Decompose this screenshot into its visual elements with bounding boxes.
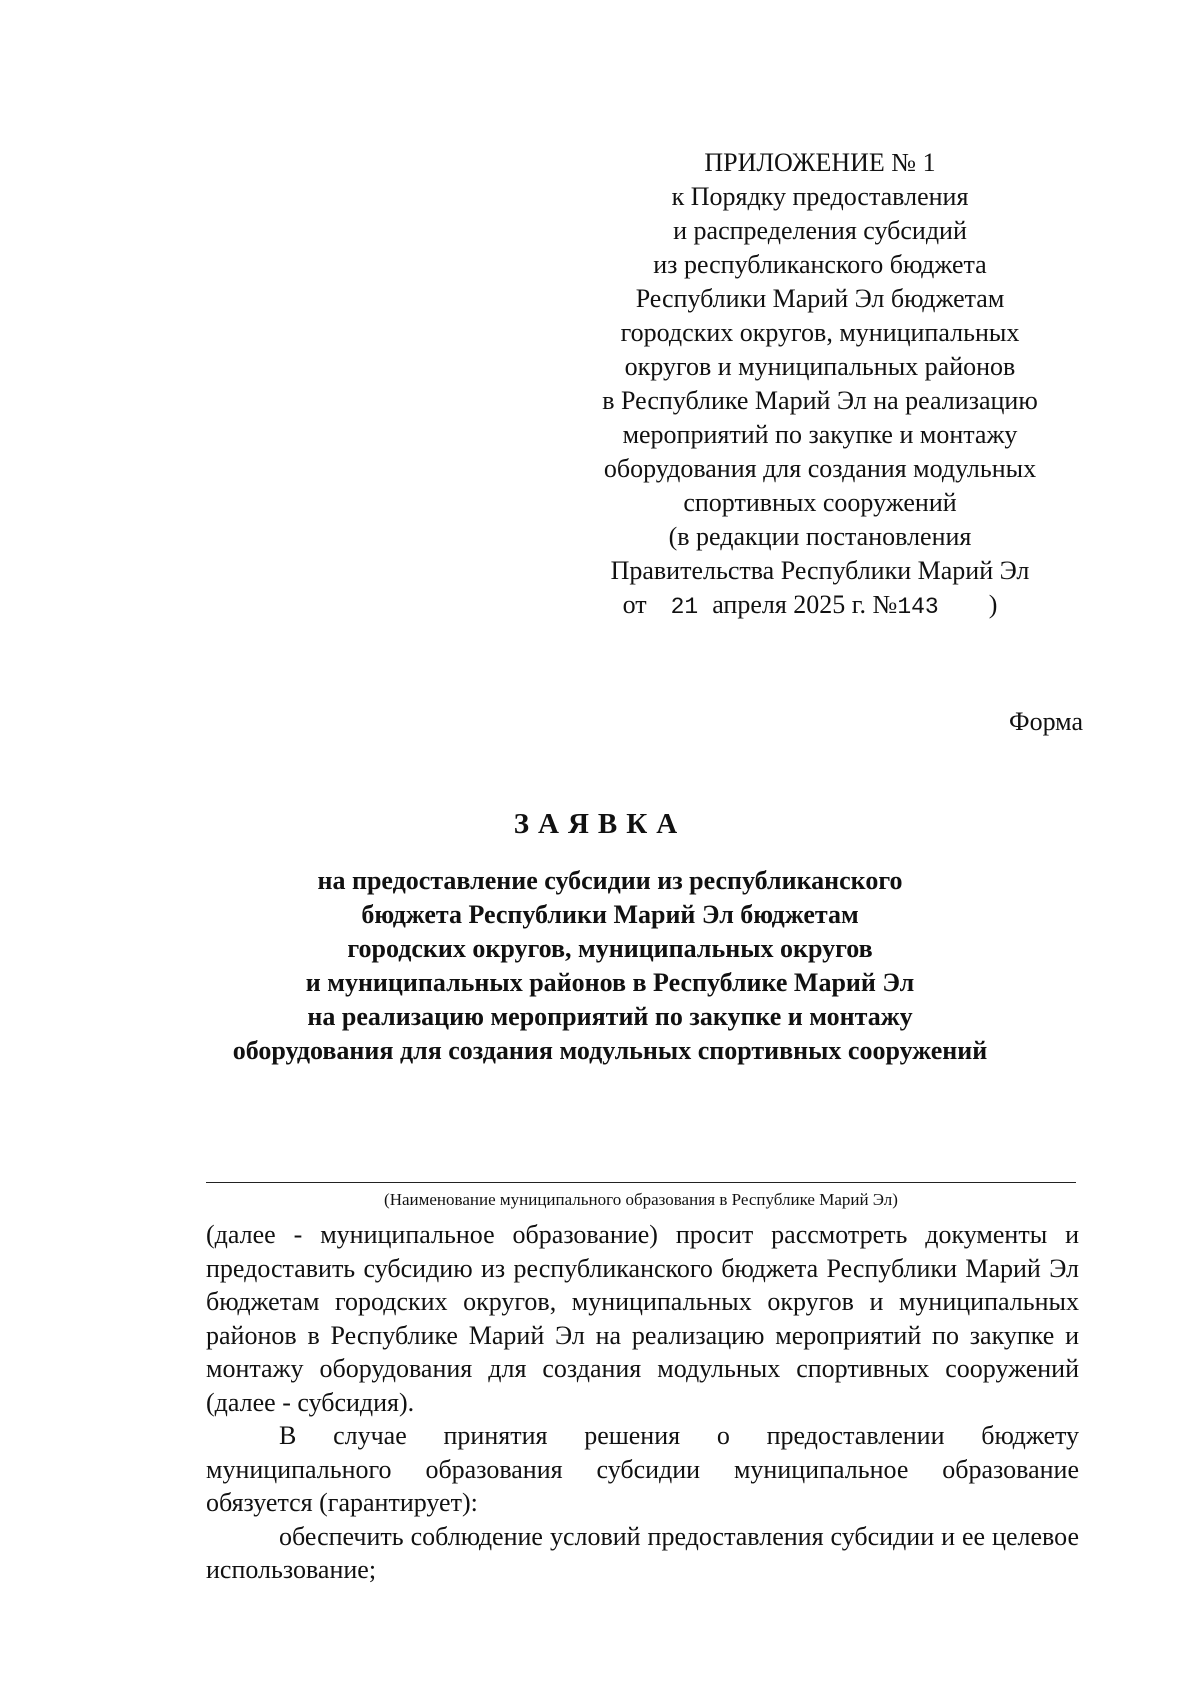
appendix-line: оборудования для создания модульных: [603, 454, 1037, 483]
appendix-line: (в редакции постановления: [668, 522, 972, 551]
document-title: ЗАЯВКА: [513, 808, 687, 840]
subtitle-line: городских округов, муниципальных округов: [347, 934, 873, 963]
body-text: [206, 1218, 1079, 1587]
appendix-line: городских округов, муниципальных: [620, 318, 1020, 347]
appendix-line: спортивных сооружений: [683, 488, 957, 517]
resolution-number: 143: [897, 594, 939, 620]
subtitle-line: на реализацию мероприятий по закупке и монтажу: [307, 1002, 913, 1031]
appendix-line: из республиканского бюджета: [653, 250, 987, 279]
date-day: 21: [670, 594, 699, 620]
subtitle-line: на предоставление субсидии из республиканского: [317, 866, 903, 895]
body-paragraph: В случае принятия решения о предоставлении бюджету муниципального образования субсидии муниципальное образование обязуется (гарантирует):: [206, 1421, 1079, 1517]
subtitle-line: бюджета Республики Марий Эл бюджетам: [361, 900, 859, 929]
date-close-paren: ): [988, 590, 998, 619]
subtitle-line: оборудования для создания модульных спортивных сооружений: [232, 1036, 988, 1065]
date-middle: апреля 2025 г. №: [712, 590, 898, 619]
appendix-line: округов и муниципальных районов: [624, 352, 1016, 381]
document-subtitle: [180, 864, 1040, 1068]
appendix-title: ПРИЛОЖЕНИЕ № 1: [704, 148, 936, 177]
appendix-line: к Порядку предоставления: [671, 182, 969, 211]
form-label: Форма: [1009, 707, 1083, 736]
resolution-date-line: [550, 588, 1070, 624]
municipality-name-blank-line: [206, 1182, 1076, 1183]
appendix-line: мероприятий по закупке и монтажу: [622, 420, 1018, 449]
body-paragraph: (далее - муниципальное образование) просит рассмотреть документы и предоставить субсидию из республиканского бюджета Республики Марий Эл бюджетам городских округов, муниципальных округов и муниципальных районов в Республике Марий Эл на реализацию мероприятий по закупке и монтажу оборудования для создания модульных спортивных сооружений (далее - субсидия).: [206, 1220, 1079, 1417]
appendix-line: Правительства Республики Марий Эл: [610, 556, 1030, 585]
municipality-name-caption: (Наименование муниципального образования в Республике Марий Эл): [384, 1190, 898, 1209]
subtitle-line: и муниципальных районов в Республике Марий Эл: [305, 968, 915, 997]
appendix-header: [560, 146, 1080, 624]
body-paragraph: обеспечить соблюдение условий предоставления субсидии и ее целевое использование;: [206, 1521, 1079, 1584]
appendix-line: и распределения субсидий: [673, 216, 967, 245]
date-prefix: от: [622, 590, 647, 619]
appendix-line: Республики Марий Эл бюджетам: [635, 284, 1005, 313]
appendix-line: в Республике Марий Эл на реализацию: [602, 386, 1038, 415]
